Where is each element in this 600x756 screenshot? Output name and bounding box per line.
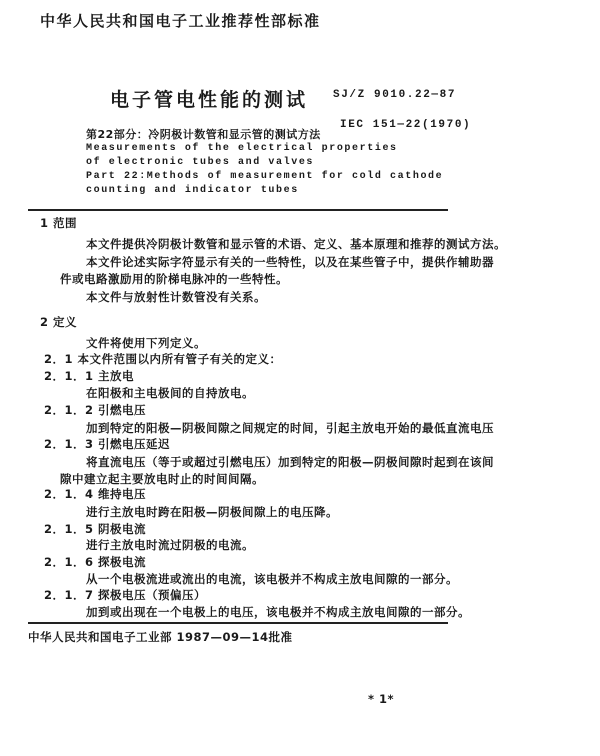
paragraph-line: 进行主放电时流过阴极的电流。 (86, 538, 254, 552)
definition-heading: 2．1．2 引燃电压 (44, 403, 147, 417)
definition-heading: 2．1．7 探极电压（预偏压） (44, 588, 207, 602)
paragraph-line: 加到或出现在一个电极上的电压，该电极并不构成主放电间隙的一部分。 (86, 605, 470, 619)
top-divider (28, 209, 448, 211)
org-standard-heading: 中华人民共和国电子工业推荐性部标准 (40, 12, 321, 30)
definition-heading: 2．1．3 引燃电压延迟 (44, 437, 171, 451)
bottom-divider (28, 622, 448, 624)
definition-heading: 2．1．1 主放电 (44, 369, 135, 383)
iec-reference: IEC 151—22(1970) (340, 119, 472, 131)
subtitle-en-line: counting and indicator tubes (86, 185, 299, 196)
paragraph-line: 加到特定的阳极—阴极间隙之间规定的时间，引起主放电开始的最低直流电压 (86, 421, 494, 435)
document-title: 电子管电性能的测试 (110, 89, 309, 111)
standard-number: SJ/Z 9010.22—87 (333, 89, 457, 101)
subtitle-en-line: Part 22:Methods of measurement for cold cathode (86, 171, 444, 182)
section-heading: 2 定义 (40, 315, 78, 329)
paragraph-line: 文件将使用下列定义。 (86, 336, 206, 350)
subtitle-cn: 第22部分：冷阴极计数管和显示管的测试方法 (86, 128, 321, 141)
paragraph-line: 将直流电压（等于或超过引燃电压）加到特定的阳极—阴极间隙时起到在该间 (86, 455, 494, 469)
definition-heading: 2．1．4 维持电压 (44, 487, 147, 501)
paragraph-line: 从一个电极流进或流出的电流，该电极并不构成主放电间隙的一部分。 (86, 572, 458, 586)
page-number: * 1* (368, 692, 395, 706)
paragraph-line: 本文件与放射性计数管没有关系。 (86, 290, 266, 304)
approval-footer: 中华人民共和国电子工业部 1987—09—14批准 (28, 630, 293, 644)
definition-heading: 2．1 本文件范围以内所有管子有关的定义： (44, 352, 282, 366)
paragraph-line: 本文件论述实际字符显示有关的一些特性，以及在某些管子中，提供作辅助器 (86, 255, 494, 269)
paragraph-line: 隙中建立起主要放电时止的时间间隔。 (60, 472, 264, 486)
paragraph-line: 件或电路激励用的阶梯电脉冲的一些特性。 (60, 272, 288, 286)
paragraph-line: 本文件提供冷阴极计数管和显示管的术语、定义、基本原理和推荐的测试方法。 (86, 237, 506, 251)
definition-heading: 2．1．6 探极电流 (44, 555, 147, 569)
subtitle-en-line: Measurements of the electrical properties (86, 143, 398, 154)
definition-heading: 2．1．5 阴极电流 (44, 522, 147, 536)
paragraph-line: 在阳极和主电极间的自持放电。 (86, 386, 254, 400)
section-heading: 1 范围 (40, 216, 78, 230)
subtitle-en-line: of electronic tubes and valves (86, 157, 315, 168)
paragraph-line: 进行主放电时跨在阳极—阴极间隙上的电压降。 (86, 505, 338, 519)
